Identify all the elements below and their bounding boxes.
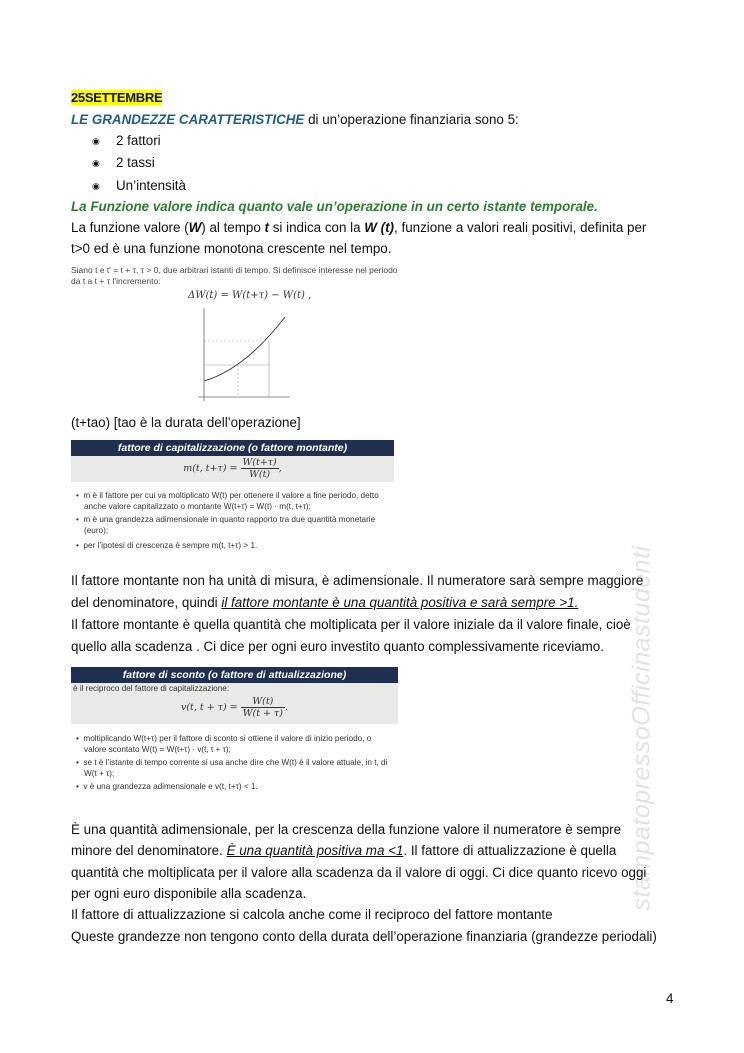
bullet-icon: ◉ xyxy=(92,181,100,191)
box1-bullet: • per l’ipotesi di crescenza è sempre m(t, t+τ) > 1. xyxy=(76,541,258,550)
t: se t è l’istante di tempo corrente si usa anche dire che W(t) è il valore attuale, in t, di xyxy=(83,758,388,767)
box1-bullet: • m è una grandezza adimensionale in quanto rapporto tra due quantità monetarie xyxy=(76,515,376,524)
para2-line3: Il fattore montante è quella quantità che moltiplicata per il valore iniziale da il valore finale, cioè xyxy=(71,617,631,632)
t: per l’ipotesi di crescenza è sempre m(t, t+τ) > 1. xyxy=(83,541,258,550)
box1-bullet-cont: anche valore capitalizzato o montante W(t+τ) = W(t) · m(t, t+τ); xyxy=(84,502,311,511)
para3-line4: per ogni euro disponibile alla scadenza. xyxy=(71,886,307,901)
para3-line3: quantità che moltiplicata per il valore alla scadenza da il valore di oggi. Ci dice quanto ricevo oggi xyxy=(71,865,647,880)
para3-line2 xyxy=(71,842,616,860)
para2-line4: quello alla scadenza . Ci dice per ogni euro investito quanto complessivamente riceviamo. xyxy=(71,639,604,654)
t: m è il fattore per cui va moltiplicato W(t) per ottenere il valore a fine periodo, detto xyxy=(83,491,379,500)
para1-line2: t>0 ed è una funzione monotona crescente nel tempo. xyxy=(71,241,392,256)
box1-title: fattore di capitalizzazione (o fattore montante) xyxy=(71,440,394,456)
t: m è una grandezza adimensionale in quanto rapporto tra due quantità monetarie xyxy=(83,515,376,524)
formula-lhs: v(t, t + τ) = xyxy=(180,702,238,713)
denominator: W(t) xyxy=(249,469,271,480)
box2-formula: v(t, t + τ) = $\frac{W(t)}{W(t + \tau)}$ . xyxy=(180,696,288,719)
box2-bullet: • se t è l’istante di tempo corrente si usa anche dire che W(t) è il valore attuale, in t, di xyxy=(76,758,388,767)
t: si indica con la xyxy=(269,220,365,235)
bullet-item: Un’intensità xyxy=(116,178,186,193)
t: t xyxy=(264,220,269,235)
box2-bullet: • v è una grandezza adimensionale e v(t, t+τ) < 1. xyxy=(76,782,258,791)
box1-bullet-cont: (euro); xyxy=(84,526,109,535)
bullet-item: 2 fattori xyxy=(116,133,161,148)
t: , funzione a valori reali positivi, definita per xyxy=(394,220,647,235)
figure-text-2: da t a t + τ l’incremento: xyxy=(71,276,161,286)
value-function-graph xyxy=(190,303,300,408)
bullet-item: 2 tassi xyxy=(116,155,155,170)
intro-highlight: LE GRANDEZZE CARATTERISTICHE xyxy=(71,112,305,127)
discount-factor-box xyxy=(71,667,398,724)
t: v è una grandezza adimensionale e v(t, t+τ) < 1. xyxy=(83,782,258,791)
box1-bullet: • m è il fattore per cui va moltiplicato W(t) per ottenere il valore a fine periodo, detto xyxy=(76,491,379,500)
t: il fattore montante è una quantità positiva e sarà sempre >1. xyxy=(221,595,579,610)
date-heading xyxy=(71,89,162,107)
box2-bullet: • moltiplicando W(t+τ) per il fattore di sconto si ottiene il valore di inizio periodo, o xyxy=(76,734,372,743)
numerator: W(t) xyxy=(241,696,285,708)
box2-title: fattore di sconto (o fattore di attualizzazione) xyxy=(71,667,398,683)
intro-line xyxy=(71,111,519,129)
heading-text: 25SETTEMBRE xyxy=(71,90,163,105)
para3-line6: Queste grandezze non tengono conto della durata dell’operazione finanziaria (grandezze periodali) xyxy=(71,929,657,944)
box1-formula: m(t, t+τ) = $\frac{W(t+\tau)}{W(t)}$ , xyxy=(183,457,282,480)
page-number: 4 xyxy=(666,991,674,1006)
t: del denominatore, quindi xyxy=(71,595,222,610)
formula-lhs: m(t, t+τ) = xyxy=(183,463,238,474)
t: moltiplicando W(t+τ) per il fattore di sconto si ottiene il valore di inizio periodo, o xyxy=(83,734,372,743)
t: ) al tempo xyxy=(201,220,265,235)
box2-subtitle: è il reciproco del fattore di capitalizzazione: xyxy=(73,684,230,693)
para3-line5: Il fattore di attualizzazione si calcola anche come il reciproco del fattore montante xyxy=(71,907,553,922)
capitalization-factor-box xyxy=(71,440,394,482)
box2-bullet-cont: W(t + τ); xyxy=(84,769,115,778)
t: . Il fattore di attualizzazione è quella xyxy=(403,843,617,858)
watermark: stampatopressoOfficinastudenti xyxy=(627,545,656,911)
t: minore del denominatore. xyxy=(71,843,227,858)
bullet-icon: ◉ xyxy=(92,158,100,168)
para2-line1: Il fattore montante non ha unità di misura, è adimensionale. Il numeratore sarà sempre maggiore xyxy=(71,573,644,588)
para2-line2 xyxy=(71,594,578,612)
t: La funzione valore ( xyxy=(71,220,189,235)
intro-rest: di un’operazione finanziaria sono 5: xyxy=(304,112,519,127)
denominator: W(t + τ) xyxy=(242,708,283,719)
bullet-icon: ◉ xyxy=(92,136,100,146)
t: W (t) xyxy=(364,220,395,235)
numerator: W(t+τ) xyxy=(242,457,277,468)
para1-line1 xyxy=(71,219,646,237)
para3-line1: È una quantità adimensionale, per la crescenza della funzione valore il numeratore è sempre xyxy=(71,822,622,837)
t: W xyxy=(188,220,202,235)
tao-note: (t+tao) [tao è la durata dell’operazione] xyxy=(71,415,301,430)
t: È una quantità positiva ma <1 xyxy=(226,843,404,858)
figure-text-1: Siano t e t′ = t + τ, τ > 0, due arbitrari istanti di tempo. Si definisce interesse nel periodo xyxy=(71,265,398,275)
box2-bullet-cont: valore scontato W(t) = W(t+τ) · v(t, t + τ); xyxy=(84,745,231,754)
figure-formula: ΔW(t) = W(t+τ) − W(t) , xyxy=(188,290,312,301)
green-sentence: La Funzione valore indica quanto vale un’operazione in un certo istante temporale. xyxy=(71,199,598,214)
